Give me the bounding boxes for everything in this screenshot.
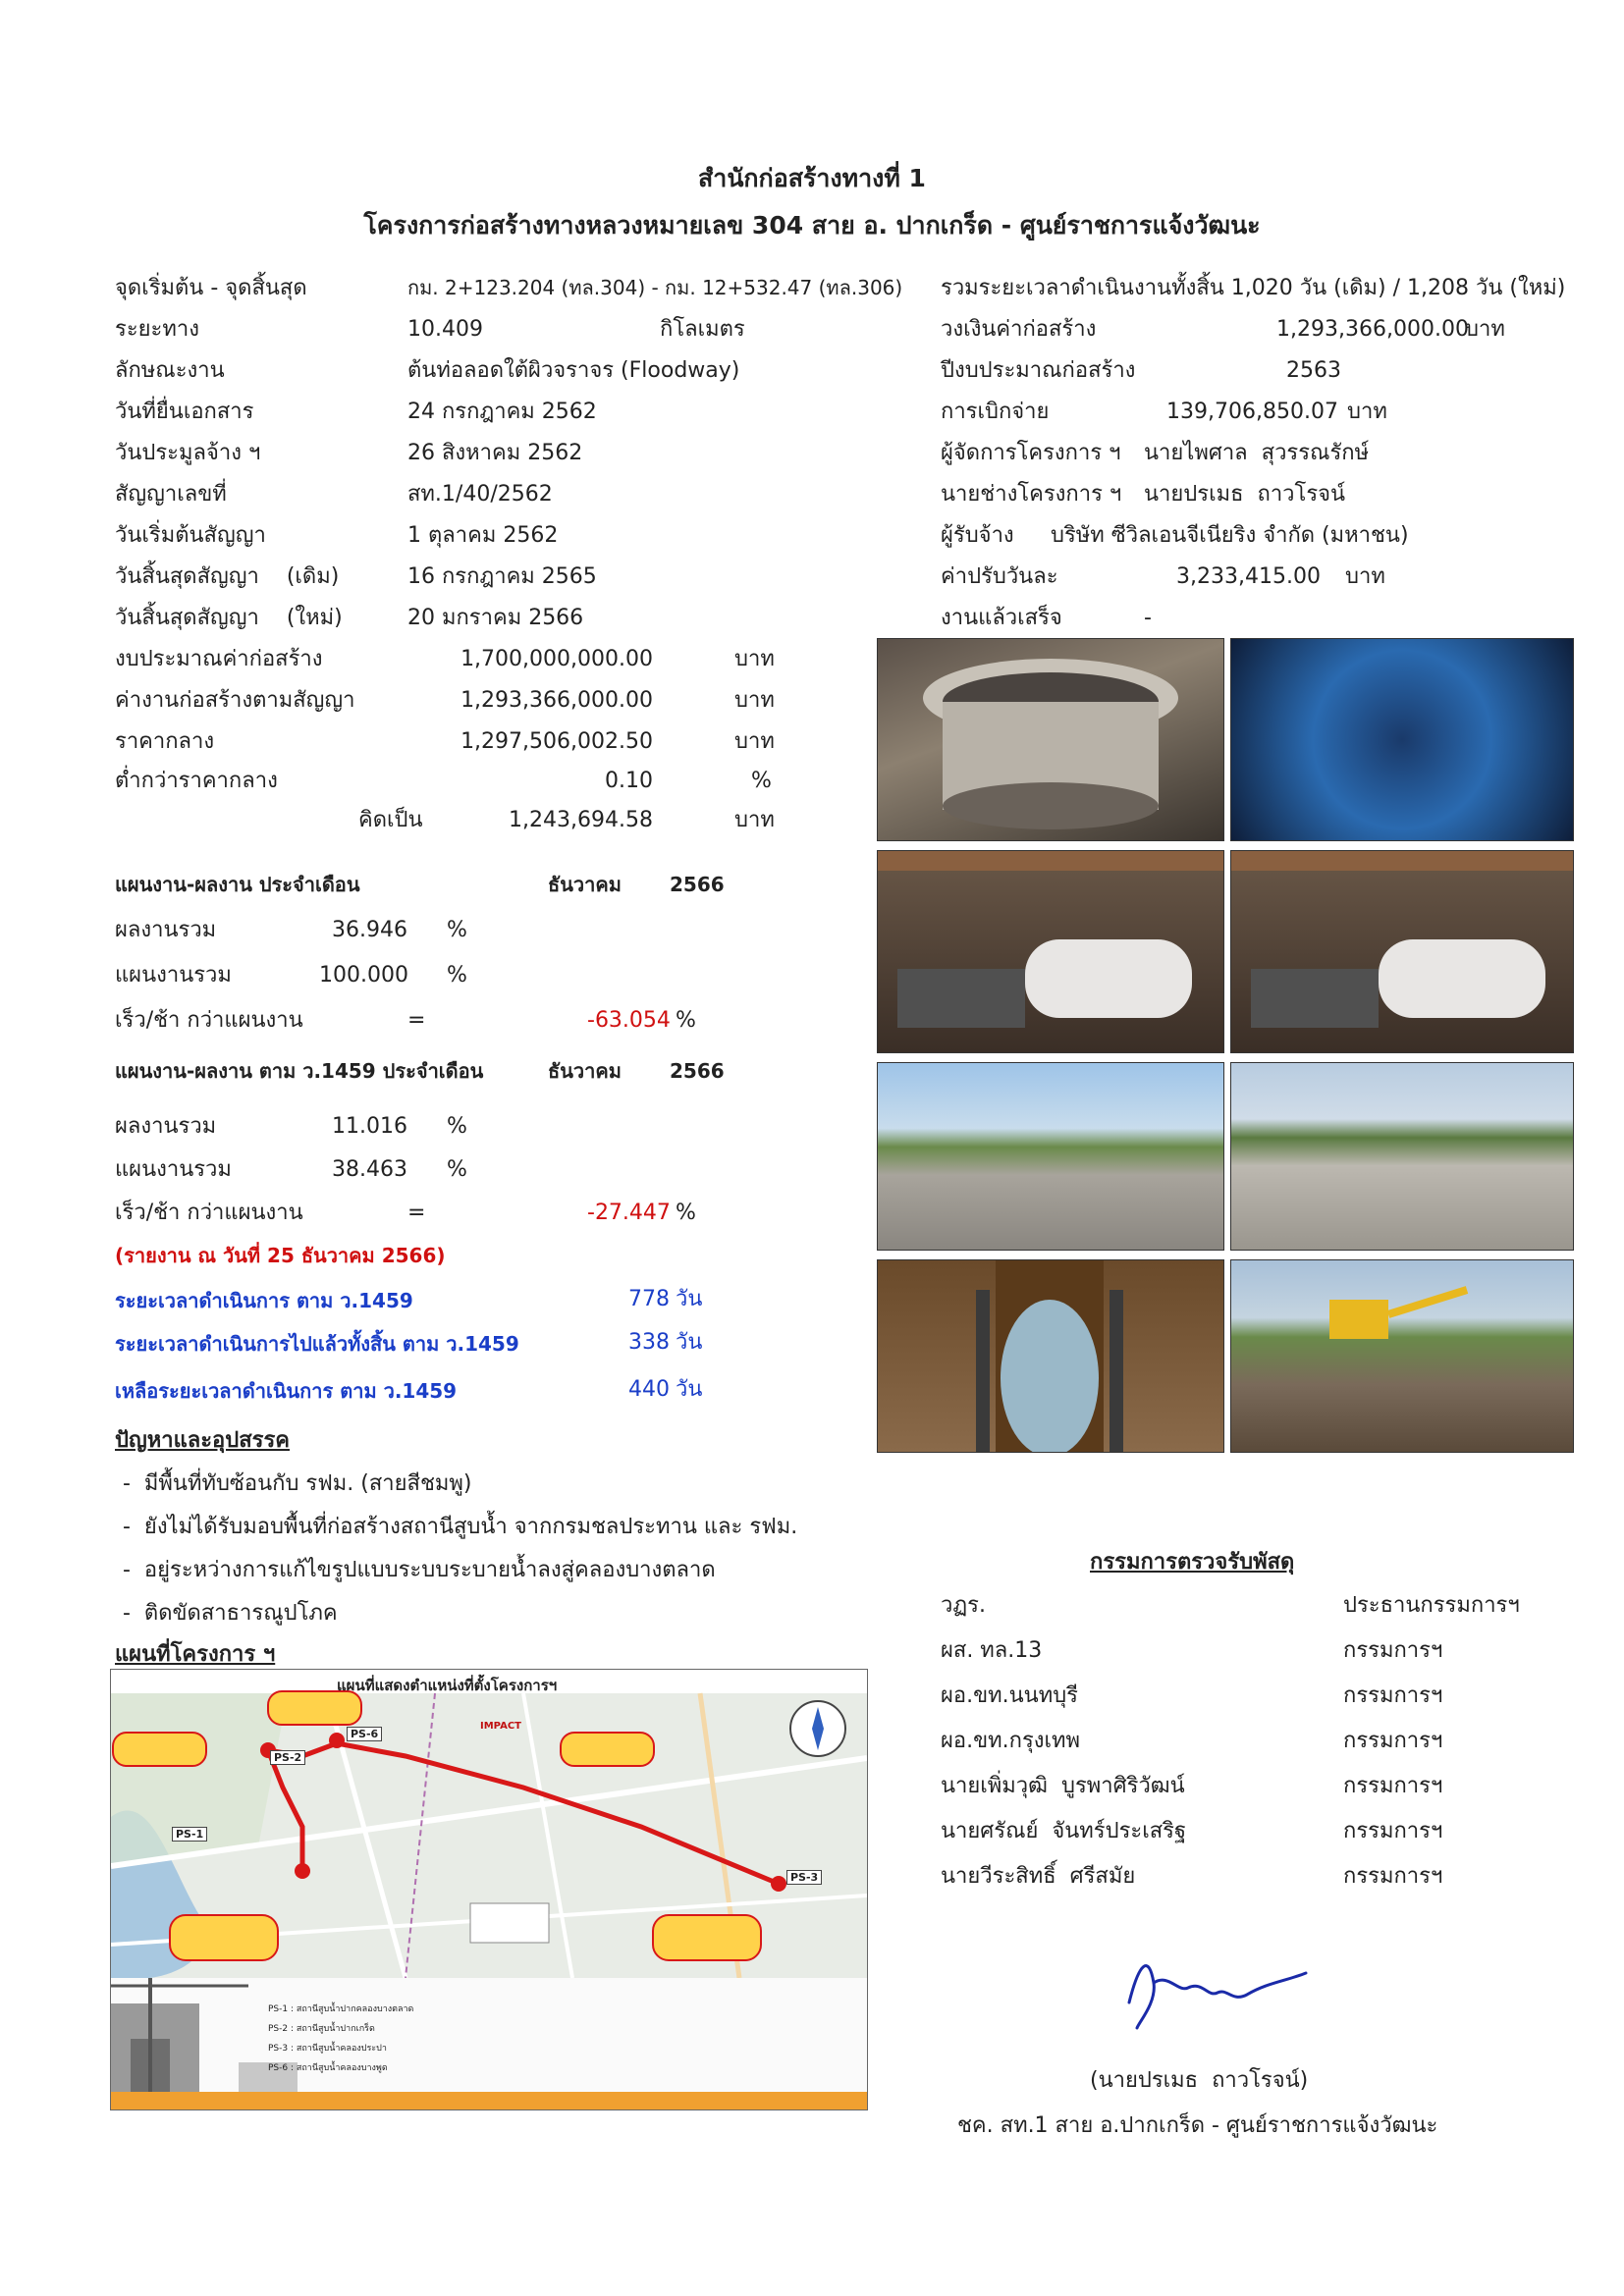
problem-item: - มีพื้นที่ทับซ้อนกับ รฟม. (สายสีชมพู) (123, 1471, 472, 1496)
budget-value: 1,700,000,000.00 (460, 647, 653, 671)
progress-year: 2566 (670, 873, 725, 896)
plan-value: 38.463 (332, 1157, 407, 1182)
right-value: นายปรเมธ ถาวโรจน์ (1144, 482, 1346, 507)
map-legend-item: PS-3 : สถานีสูบน้ำคลองประปา (268, 2044, 387, 2054)
right-label: ค่าปรับวันละ (941, 564, 1058, 589)
photo-concrete-1 (877, 1062, 1224, 1251)
result-value: 36.946 (332, 918, 407, 942)
plan-pct: % (447, 1157, 467, 1182)
info-label: วันสิ้นสุดสัญญา (เดิม) (115, 564, 340, 589)
map-marker-ps2: PS-2 (270, 1750, 305, 1765)
member-role: กรรมการฯ (1343, 1729, 1443, 1753)
signature-name: (นายปรเมธ ถาวโรจน์) (1090, 2068, 1309, 2093)
result-pct: % (447, 918, 467, 942)
right-unit: บาท (1347, 400, 1387, 424)
problems-title: ปัญหาและอุปสรรค (115, 1428, 290, 1453)
right-label: งานแล้วเสร็จ (941, 606, 1062, 630)
shaft-illustration (878, 639, 1223, 840)
budget-value: 1,297,506,002.50 (460, 729, 653, 754)
budget-label: ค่างานก่อสร้างตามสัญญา (115, 688, 355, 713)
right-value: 1,293,366,000.00 (1276, 317, 1469, 342)
right-value: บริษัท ซีวิลเอนจีเนียริง จำกัด (มหาชน) (1051, 523, 1409, 548)
info-value: 24 กรกฎาคม 2562 (407, 400, 597, 424)
right-label: นายช่างโครงการ ฯ (941, 482, 1122, 507)
diff-pct: % (676, 1008, 696, 1033)
photo-pipe-interior (1230, 638, 1574, 841)
member-name: นายศรัณย์ จันทร์ประเสริฐ (941, 1819, 1187, 1843)
info-value: 16 กรกฎาคม 2565 (407, 564, 597, 589)
photo-tbm-2 (1230, 850, 1574, 1053)
progress-year: 2566 (670, 1059, 725, 1083)
duration-value: 338 (628, 1330, 670, 1355)
right-unit: บาท (1345, 564, 1385, 589)
map-marker-ps1: PS-1 (172, 1827, 207, 1842)
problem-item: - อยู่ระหว่างการแก้ไขรูปแบบระบบระบายน้ำลงสู่คลองบางตลาด (123, 1558, 716, 1582)
info-value: 1 ตุลาคม 2562 (407, 523, 559, 548)
right-label: วงเงินค่าก่อสร้าง (941, 317, 1097, 342)
budget-unit: % (751, 769, 772, 793)
duration-unit: วัน (676, 1287, 703, 1311)
plan-value: 100.000 (319, 963, 408, 988)
info-label: ระยะทาง (115, 317, 199, 342)
map-marker-ps3: PS-3 (786, 1870, 822, 1885)
duration-value: 440 (628, 1377, 670, 1402)
right-label: ผู้รับจ้าง (941, 523, 1014, 548)
right-value: 139,706,850.07 (1166, 400, 1338, 424)
info-value: 26 สิงหาคม 2562 (407, 441, 583, 465)
signature-position: ชค. สท.1 สาย อ.ปากเกร็ด - ศูนย์ราชการแจ้งวัฒนะ (957, 2113, 1438, 2138)
member-role: กรรมการฯ (1343, 1638, 1443, 1663)
diff-pct: % (676, 1201, 696, 1225)
member-name: ผอ.ขท.นนทบุรี (941, 1683, 1078, 1708)
right-value: 3,233,415.00 (1176, 564, 1321, 589)
photo-concrete-2 (1230, 1062, 1574, 1251)
info-value: สท.1/40/2562 (407, 482, 553, 507)
photo-shaft-1 (877, 638, 1224, 841)
progress-month: ธันวาคม (548, 873, 622, 896)
budget-value: 1,243,694.58 (509, 808, 653, 832)
duration-unit: วัน (676, 1377, 703, 1402)
right-label: ปีงบประมาณก่อสร้าง (941, 358, 1136, 383)
duration-value: 778 (628, 1287, 670, 1311)
office-title: สำนักก่อสร้างทางที่ 1 (698, 164, 926, 192)
info-label: วันประมูลจ้าง ฯ (115, 441, 261, 465)
plan-pct: % (447, 963, 467, 988)
member-name: นายเพิ่มวุฒิ บูรพาศิริวัฒน์ (941, 1774, 1185, 1798)
member-role: กรรมการฯ (1343, 1819, 1443, 1843)
photo-sheet-pile (1230, 1259, 1574, 1453)
map-marker-ps6: PS-6 (347, 1727, 382, 1741)
excavator-illustration (1231, 1260, 1573, 1452)
budget-label: ราคากลาง (115, 729, 215, 754)
map-graphic (111, 1670, 867, 2109)
right-value: นายไพศาล สุวรรณรักษ์ (1144, 441, 1370, 465)
pipe-illustration (878, 1260, 1223, 1452)
budget-value: 1,293,366,000.00 (460, 688, 653, 713)
right-unit: บาท (1465, 317, 1505, 342)
budget-unit: บาท (734, 729, 775, 754)
report-date: (รายงาน ณ วันที่ 25 ธันวาคม 2566) (115, 1244, 446, 1267)
info-label: วันสิ้นสุดสัญญา (ใหม่) (115, 606, 343, 630)
info-value: 20 มกราคม 2566 (407, 606, 584, 630)
problem-item: - ติดขัดสาธารณูปโภค (123, 1601, 338, 1626)
map-legend-item: PS-1 : สถานีสูบน้ำปากคลองบางตลาด (268, 2004, 414, 2014)
progress-title: แผนงาน-ผลงาน ตาม ว.1459 ประจำเดือน (115, 1059, 484, 1083)
budget-unit: บาท (734, 688, 775, 713)
duration-unit: วัน (676, 1330, 703, 1355)
map-label-impact: IMPACT (480, 1721, 521, 1732)
plan-label: แผนงานรวม (115, 963, 232, 988)
budget-label: ต่ำกว่าราคากลาง (115, 769, 278, 793)
progress-title: แผนงาน-ผลงาน ประจำเดือน (115, 873, 360, 896)
plan-label: แผนงานรวม (115, 1157, 232, 1182)
result-pct: % (447, 1114, 467, 1139)
member-role: ประธานกรรมการฯ (1343, 1593, 1520, 1618)
member-name: ผอ.ขท.กรุงเทพ (941, 1729, 1081, 1753)
project-title: โครงการก่อสร้างทางหลวงหมายเลข 304 สาย อ. ปากเกร็ด - ศูนย์ราชการแจ้งวัฒนะ (363, 211, 1261, 240)
duration-total: รวมระยะเวลาดำเนินงานทั้งสิ้น 1,020 วัน (เดิม) / 1,208 วัน (ใหม่) (941, 276, 1566, 300)
tbm-illustration (878, 851, 1223, 1052)
duration-label: ระยะเวลาดำเนินการไปแล้วทั้งสิ้น ตาม ว.1459 (115, 1332, 519, 1356)
info-label: ลักษณะงาน (115, 358, 225, 383)
tbm-illustration (1231, 851, 1573, 1052)
member-role: กรรมการฯ (1343, 1864, 1443, 1889)
diff-label: เร็ว/ช้า กว่าแผนงาน (115, 1201, 303, 1225)
info-label: จุดเริ่มต้น - จุดสิ้นสุด (115, 276, 307, 300)
problem-item: - ยังไม่ได้รับมอบพื้นที่ก่อสร้างสถานีสูบน้ำ จากกรมชลประทาน และ รฟม. (123, 1515, 798, 1539)
map-legend-item: PS-6 : สถานีสูบน้ำคลองบางพูด (268, 2063, 388, 2073)
photo-tbm-1 (877, 850, 1224, 1053)
diff-value: -27.447 (587, 1201, 671, 1225)
diff-eq: = (407, 1201, 426, 1225)
result-label: ผลงานรวม (115, 918, 217, 942)
result-label: ผลงานรวม (115, 1114, 217, 1139)
diff-eq: = (407, 1008, 426, 1033)
info-value: 10.409 (407, 317, 483, 342)
progress-month: ธันวาคม (548, 1059, 622, 1083)
member-name: วฏร. (941, 1593, 986, 1618)
info-label: สัญญาเลขที่ (115, 482, 227, 507)
signature-scribble (1110, 1944, 1326, 2032)
result-value: 11.016 (332, 1114, 407, 1139)
info-label: วันที่ยื่นเอกสาร (115, 400, 254, 424)
member-name: นายวีระสิทธิ์ ศรีสมัย (941, 1864, 1136, 1889)
map-legend-item: PS-2 : สถานีสูบน้ำปากเกร็ด (268, 2024, 375, 2034)
project-map (110, 1669, 868, 2110)
info-label: วันเริ่มต้นสัญญา (115, 523, 266, 548)
budget-unit: บาท (734, 647, 775, 671)
info-unit: กิโลเมตร (660, 317, 745, 342)
diff-label: เร็ว/ช้า กว่าแผนงาน (115, 1008, 303, 1033)
right-value: - (1144, 606, 1152, 630)
photo-pipe-trench (877, 1259, 1224, 1453)
member-role: กรรมการฯ (1343, 1683, 1443, 1708)
member-name: ผส. ทล.13 (941, 1638, 1043, 1663)
duration-label: เหลือระยะเวลาดำเนินการ ตาม ว.1459 (115, 1379, 458, 1403)
map-title: แผนที่แสดงตำแหน่งที่ตั้งโครงการฯ (337, 1677, 558, 1694)
right-label: การเบิกจ่าย (941, 400, 1050, 424)
info-value: ต้นท่อลอดใต้ผิวจราจร (Floodway) (407, 358, 740, 383)
budget-label: งบประมาณค่าก่อสร้าง (115, 647, 323, 671)
duration-label: ระยะเวลาดำเนินการ ตาม ว.1459 (115, 1289, 413, 1312)
info-value: กม. 2+123.204 (ทล.304) - กม. 12+532.47 (ทล.306) (407, 276, 903, 299)
map-section-title: แผนที่โครงการ ฯ (115, 1642, 276, 1667)
diff-value: -63.054 (587, 1008, 671, 1033)
budget-label: คิดเป็น (358, 808, 423, 832)
budget-value: 0.10 (605, 769, 653, 793)
budget-unit: บาท (734, 808, 775, 832)
right-label: ผู้จัดการโครงการ ฯ (941, 441, 1121, 465)
member-role: กรรมการฯ (1343, 1774, 1443, 1798)
committee-title: กรรมการตรวจรับพัสดุ (1090, 1550, 1295, 1575)
right-value: 2563 (1286, 358, 1341, 383)
